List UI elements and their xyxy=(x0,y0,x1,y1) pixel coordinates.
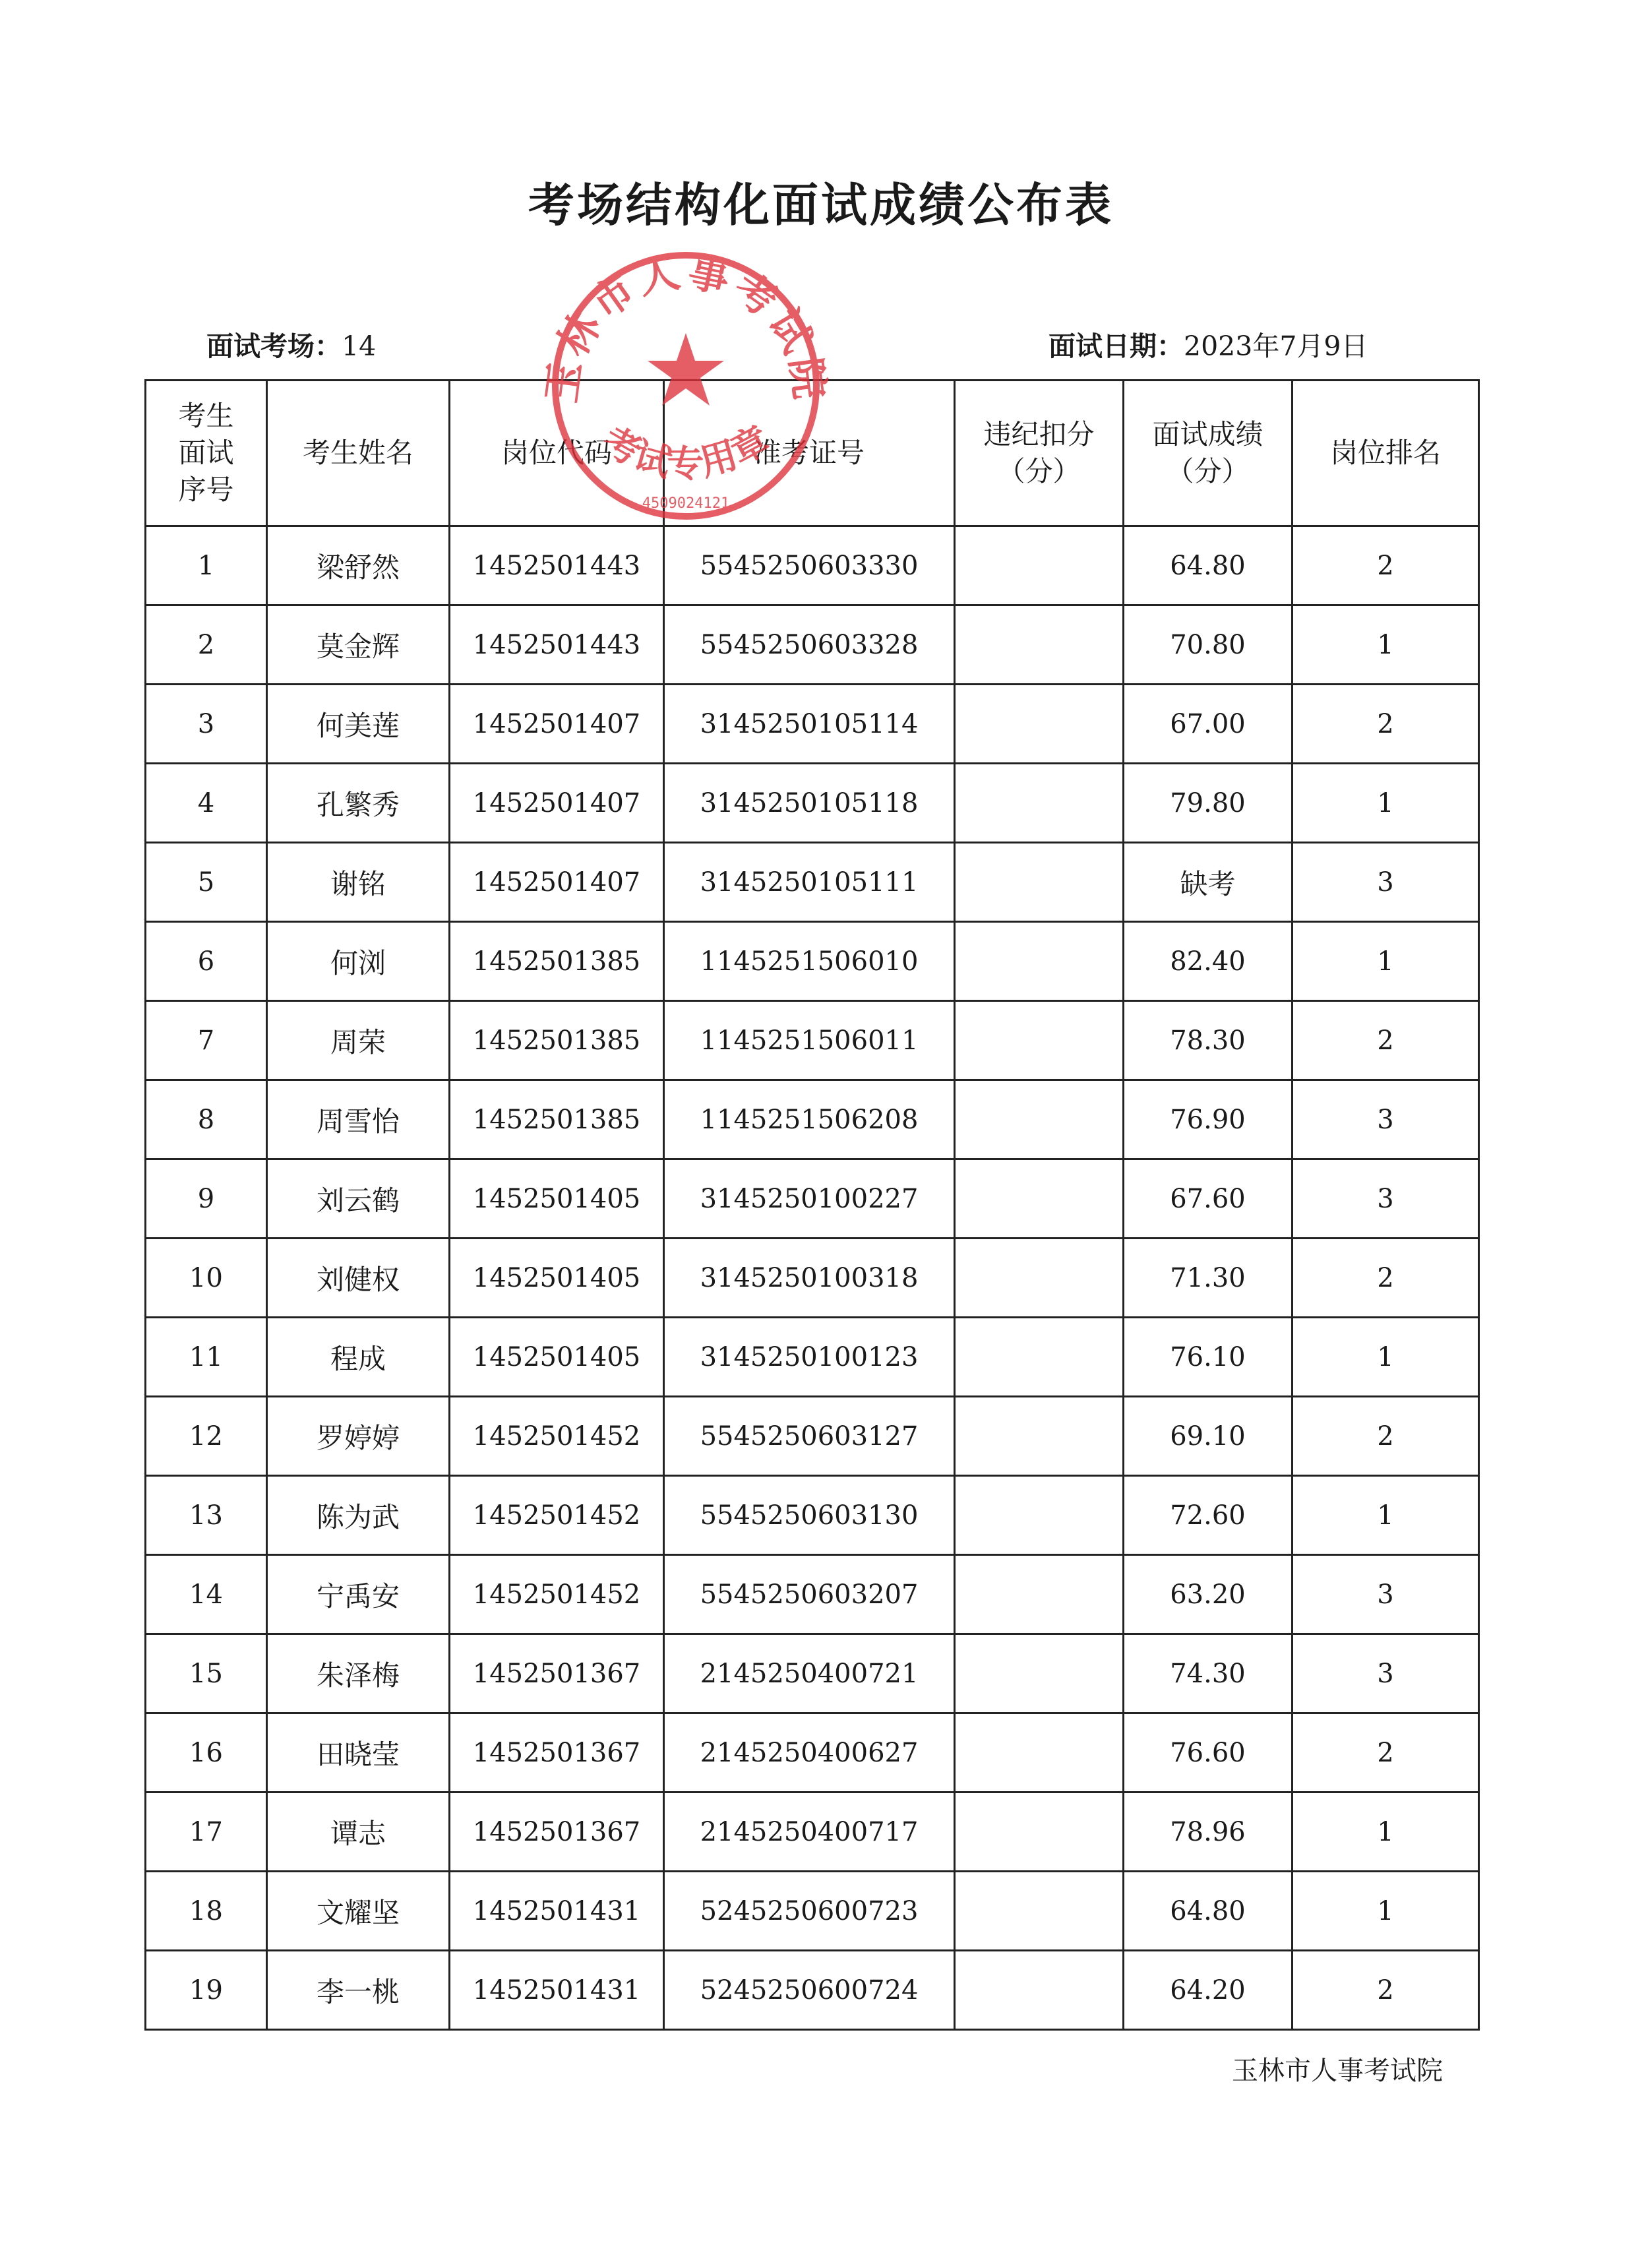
cell-seq: 15 xyxy=(146,1634,267,1713)
cell-ticket-no: 3145250105118 xyxy=(664,764,955,843)
cell-deduction xyxy=(955,1239,1124,1318)
table-row xyxy=(146,922,1479,1001)
cell-name: 朱泽梅 xyxy=(267,1634,450,1713)
cell-post-code: 1452501431 xyxy=(450,1951,664,2030)
cell-score: 79.80 xyxy=(1124,764,1292,843)
cell-seq: 2 xyxy=(146,605,267,685)
cell-score: 64.20 xyxy=(1124,1951,1292,2030)
venue-info xyxy=(206,324,376,363)
header-seq: 考生面试序号 xyxy=(146,381,267,526)
cell-ticket-no: 5545250603207 xyxy=(664,1555,955,1634)
cell-name: 孔繁秀 xyxy=(267,764,450,843)
table-row xyxy=(146,764,1479,843)
cell-deduction xyxy=(955,764,1124,843)
table-row xyxy=(146,1872,1479,1951)
cell-post-code: 1452501405 xyxy=(450,1239,664,1318)
cell-name: 刘云鹤 xyxy=(267,1159,450,1239)
cell-name: 田晓莹 xyxy=(267,1713,450,1793)
cell-rank: 3 xyxy=(1292,1080,1479,1159)
cell-name: 宁禹安 xyxy=(267,1555,450,1634)
page-title: 考场结构化面试成绩公布表 xyxy=(528,178,1114,232)
table-row xyxy=(146,1555,1479,1634)
cell-score: 82.40 xyxy=(1124,922,1292,1001)
header-score: 面试成绩（分） xyxy=(1124,381,1292,526)
cell-seq: 14 xyxy=(146,1555,267,1634)
cell-rank: 2 xyxy=(1292,1239,1479,1318)
svg-text:考试专用章 xyxy=(595,418,777,485)
header-ticket-no: 准考证号 xyxy=(664,381,955,526)
cell-seq: 19 xyxy=(146,1951,267,2030)
date-info xyxy=(1049,324,1368,363)
cell-seq: 4 xyxy=(146,764,267,843)
cell-deduction xyxy=(955,1713,1124,1793)
cell-deduction xyxy=(955,605,1124,685)
cell-name: 李一桃 xyxy=(267,1951,450,2030)
cell-post-code: 1452501452 xyxy=(450,1555,664,1634)
cell-post-code: 1452501407 xyxy=(450,764,664,843)
cell-deduction xyxy=(955,1793,1124,1872)
cell-rank: 1 xyxy=(1292,605,1479,685)
cell-seq: 7 xyxy=(146,1001,267,1080)
cell-seq: 12 xyxy=(146,1397,267,1476)
table-body xyxy=(146,526,1479,2030)
cell-ticket-no: 3145250105111 xyxy=(664,843,955,922)
cell-post-code: 1452501367 xyxy=(450,1634,664,1713)
table-row xyxy=(146,1476,1479,1555)
seal-star-icon xyxy=(648,333,724,406)
cell-deduction xyxy=(955,1476,1124,1555)
cell-seq: 9 xyxy=(146,1159,267,1239)
cell-rank: 3 xyxy=(1292,843,1479,922)
cell-name: 何浏 xyxy=(267,922,450,1001)
cell-ticket-no: 5245250600724 xyxy=(664,1951,955,2030)
cell-rank: 1 xyxy=(1292,1793,1479,1872)
cell-name: 陈为武 xyxy=(267,1476,450,1555)
cell-post-code: 1452501367 xyxy=(450,1793,664,1872)
cell-ticket-no: 1145251506011 xyxy=(664,1001,955,1080)
cell-seq: 6 xyxy=(146,922,267,1001)
cell-score: 67.00 xyxy=(1124,685,1292,764)
cell-seq: 18 xyxy=(146,1872,267,1951)
cell-score: 64.80 xyxy=(1124,526,1292,605)
cell-name: 莫金辉 xyxy=(267,605,450,685)
cell-ticket-no: 3145250100123 xyxy=(664,1318,955,1397)
cell-rank: 1 xyxy=(1292,1476,1479,1555)
cell-ticket-no: 3145250105114 xyxy=(664,685,955,764)
cell-deduction xyxy=(955,1318,1124,1397)
cell-seq: 17 xyxy=(146,1793,267,1872)
header-deduction: 违纪扣分（分） xyxy=(955,381,1124,526)
table-row xyxy=(146,1793,1479,1872)
cell-rank: 2 xyxy=(1292,1951,1479,2030)
cell-deduction xyxy=(955,1555,1124,1634)
cell-ticket-no: 2145250400717 xyxy=(664,1793,955,1872)
cell-score: 63.20 xyxy=(1124,1555,1292,1634)
table-row xyxy=(146,1001,1479,1080)
cell-deduction xyxy=(955,1397,1124,1476)
cell-ticket-no: 2145250400627 xyxy=(664,1713,955,1793)
score-table xyxy=(144,379,1480,2031)
date-value: 2023年7月9日 xyxy=(1184,330,1368,362)
cell-score: 71.30 xyxy=(1124,1239,1292,1318)
cell-rank: 2 xyxy=(1292,1001,1479,1080)
cell-score: 78.96 xyxy=(1124,1793,1292,1872)
cell-name: 谭志 xyxy=(267,1793,450,1872)
cell-rank: 2 xyxy=(1292,1713,1479,1793)
venue-value: 14 xyxy=(342,330,377,362)
cell-seq: 3 xyxy=(146,685,267,764)
header-rank: 岗位排名 xyxy=(1292,381,1479,526)
cell-rank: 1 xyxy=(1292,1318,1479,1397)
seal-bottom-text: 考试专用章 xyxy=(594,418,777,486)
cell-seq: 5 xyxy=(146,843,267,922)
cell-score: 缺考 xyxy=(1124,843,1292,922)
cell-seq: 1 xyxy=(146,526,267,605)
cell-ticket-no: 5545250603130 xyxy=(664,1476,955,1555)
cell-post-code: 1452501405 xyxy=(450,1159,664,1239)
table-row xyxy=(146,1634,1479,1713)
date-label: 面试日期： xyxy=(1049,330,1184,362)
cell-rank: 1 xyxy=(1292,764,1479,843)
table-row xyxy=(146,1318,1479,1397)
cell-name: 文耀坚 xyxy=(267,1872,450,1951)
header-name: 考生姓名 xyxy=(267,381,450,526)
cell-post-code: 1452501405 xyxy=(450,1318,664,1397)
cell-post-code: 1452501407 xyxy=(450,685,664,764)
seal-code: 4509024121 xyxy=(642,495,730,512)
table-row xyxy=(146,1080,1479,1159)
cell-name: 何美莲 xyxy=(267,685,450,764)
cell-name: 周荣 xyxy=(267,1001,450,1080)
cell-seq: 16 xyxy=(146,1713,267,1793)
cell-post-code: 1452501443 xyxy=(450,526,664,605)
cell-name: 梁舒然 xyxy=(267,526,450,605)
cell-name: 谢铭 xyxy=(267,843,450,922)
cell-name: 罗婷婷 xyxy=(267,1397,450,1476)
cell-post-code: 1452501431 xyxy=(450,1872,664,1951)
cell-ticket-no: 2145250400721 xyxy=(664,1634,955,1713)
cell-deduction xyxy=(955,922,1124,1001)
table-row xyxy=(146,526,1479,605)
cell-score: 72.60 xyxy=(1124,1476,1292,1555)
cell-rank: 1 xyxy=(1292,1872,1479,1951)
header-post-code: 岗位代码 xyxy=(450,381,664,526)
cell-score: 76.60 xyxy=(1124,1713,1292,1793)
cell-post-code: 1452501407 xyxy=(450,843,664,922)
cell-rank: 3 xyxy=(1292,1159,1479,1239)
cell-name: 刘健权 xyxy=(267,1239,450,1318)
cell-post-code: 1452501452 xyxy=(450,1397,664,1476)
cell-seq: 8 xyxy=(146,1080,267,1159)
cell-name: 程成 xyxy=(267,1318,450,1397)
cell-deduction xyxy=(955,843,1124,922)
table-row xyxy=(146,1951,1479,2030)
cell-deduction xyxy=(955,1159,1124,1239)
cell-deduction xyxy=(955,685,1124,764)
table-row xyxy=(146,685,1479,764)
cell-ticket-no: 3145250100227 xyxy=(664,1159,955,1239)
cell-score: 74.30 xyxy=(1124,1634,1292,1713)
cell-post-code: 1452501385 xyxy=(450,1001,664,1080)
cell-deduction xyxy=(955,1080,1124,1159)
cell-score: 78.30 xyxy=(1124,1001,1292,1080)
table-row xyxy=(146,1397,1479,1476)
cell-deduction xyxy=(955,526,1124,605)
seal-top-text: 玉林市人事考试院 xyxy=(537,247,835,406)
table-row xyxy=(146,605,1479,685)
cell-seq: 13 xyxy=(146,1476,267,1555)
cell-deduction xyxy=(955,1872,1124,1951)
cell-score: 67.60 xyxy=(1124,1159,1292,1239)
cell-ticket-no: 5545250603330 xyxy=(664,526,955,605)
cell-deduction xyxy=(955,1951,1124,2030)
cell-post-code: 1452501385 xyxy=(450,1080,664,1159)
cell-rank: 1 xyxy=(1292,922,1479,1001)
cell-deduction xyxy=(955,1634,1124,1713)
cell-post-code: 1452501443 xyxy=(450,605,664,685)
cell-rank: 2 xyxy=(1292,685,1479,764)
official-seal xyxy=(528,241,837,524)
cell-ticket-no: 5545250603328 xyxy=(664,605,955,685)
cell-deduction xyxy=(955,1001,1124,1080)
cell-score: 70.80 xyxy=(1124,605,1292,685)
cell-score: 64.80 xyxy=(1124,1872,1292,1951)
cell-rank: 2 xyxy=(1292,1397,1479,1476)
cell-ticket-no: 1145251506208 xyxy=(664,1080,955,1159)
cell-rank: 3 xyxy=(1292,1634,1479,1713)
table-row xyxy=(146,1159,1479,1239)
cell-ticket-no: 1145251506010 xyxy=(664,922,955,1001)
footer-org: 玉林市人事考试院 xyxy=(1232,2056,1443,2086)
cell-ticket-no: 5245250600723 xyxy=(664,1872,955,1951)
cell-post-code: 1452501385 xyxy=(450,922,664,1001)
cell-seq: 11 xyxy=(146,1318,267,1397)
cell-ticket-no: 3145250100318 xyxy=(664,1239,955,1318)
table-row xyxy=(146,843,1479,922)
cell-rank: 2 xyxy=(1292,526,1479,605)
table-row xyxy=(146,1713,1479,1793)
cell-post-code: 1452501367 xyxy=(450,1713,664,1793)
cell-ticket-no: 5545250603127 xyxy=(664,1397,955,1476)
cell-rank: 3 xyxy=(1292,1555,1479,1634)
cell-score: 76.10 xyxy=(1124,1318,1292,1397)
venue-label: 面试考场： xyxy=(206,330,342,362)
cell-score: 69.10 xyxy=(1124,1397,1292,1476)
table-row xyxy=(146,1239,1479,1318)
cell-name: 周雪怡 xyxy=(267,1080,450,1159)
cell-score: 76.90 xyxy=(1124,1080,1292,1159)
cell-post-code: 1452501452 xyxy=(450,1476,664,1555)
cell-seq: 10 xyxy=(146,1239,267,1318)
